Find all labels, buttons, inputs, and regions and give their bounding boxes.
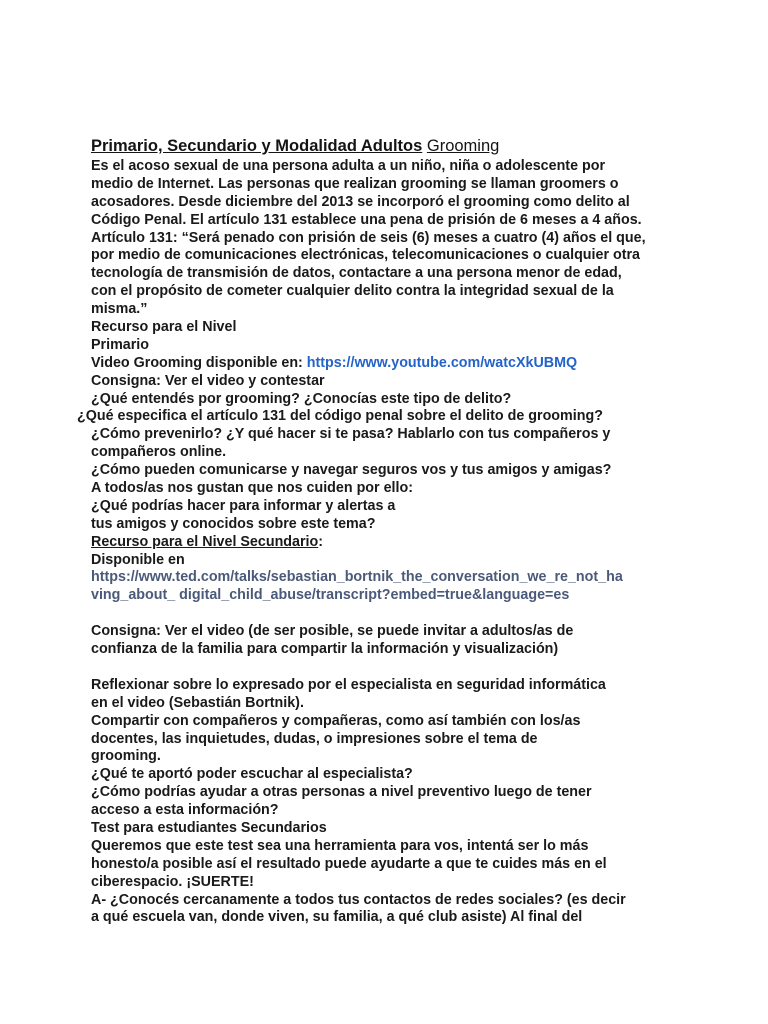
text-line: por medio de comunicaciones electrónicas, telecomunicaciones o cualquier otra xyxy=(91,247,641,264)
text-line: A todos/as nos gustan que nos cuiden por ello: xyxy=(91,480,413,497)
text-line: A- ¿Conocés cercanamente a todos tus contactos de redes sociales? (es decir xyxy=(91,891,626,908)
text-line: acceso a esta información? xyxy=(91,802,279,819)
text-line: grooming. xyxy=(91,748,161,765)
blank-line xyxy=(91,605,691,623)
primario-title-line-2: Primario xyxy=(91,336,150,353)
heading-levels: Primario, Secundario y Modalidad Adultos xyxy=(91,137,423,155)
secundario-title-line xyxy=(91,534,691,552)
text-line: ¿Cómo podrías ayudar a otras personas a nivel preventivo luego de tener xyxy=(91,784,592,801)
text-line: a qué escuela van, donde viven, su familia, a qué club asiste) Al final del xyxy=(91,909,583,926)
text-line: Código Penal. El artículo 131 establece una pena de prisión de 6 meses a 4 años. xyxy=(91,211,642,228)
disponible-label: Disponible en xyxy=(91,551,185,568)
text-line: con el propósito de cometer cualquier delito contra la integridad sexual de la xyxy=(91,283,614,300)
blank-line xyxy=(91,659,691,677)
text-line: confianza de la familia para compartir la información y visualización) xyxy=(91,641,559,658)
text-line: Compartir con compañeros y compañeras, como así también con los/as xyxy=(91,712,581,729)
text-line: ciberespacio. ¡SUERTE! xyxy=(91,873,254,890)
document-body xyxy=(77,158,691,927)
text-line: Consigna: Ver el video (de ser posible, se puede invitar a adultos/as de xyxy=(91,623,574,640)
heading-topic: Grooming xyxy=(426,137,500,155)
video-line xyxy=(91,355,691,373)
text-line: ¿Qué podrías hacer para informar y alertas a xyxy=(91,497,396,514)
text-line: medio de Internet. Las personas que realizan grooming se llaman groomers o xyxy=(91,175,619,192)
text-line: ¿Qué te aportó poder escuchar al especialista? xyxy=(91,766,413,783)
text-line: Queremos que este test sea una herramienta para vos, intentá ser lo más xyxy=(91,837,589,854)
text-line: compañeros online. xyxy=(91,444,227,461)
text-line: tecnología de transmisión de datos, contactare a una persona menor de edad, xyxy=(91,265,622,282)
text-line: tus amigos y conocidos sobre este tema? xyxy=(91,515,376,532)
ted-link-line-1[interactable]: https://www.ted.com/talks/sebastian_bortnik_the_conversation_we_re_not_ha xyxy=(91,569,623,586)
secundario-title: Recurso para el Nivel Secundario xyxy=(91,533,319,550)
text-line: ¿Cómo prevenirlo? ¿Y qué hacer si te pasa? Hablarlo con tus compañeros y xyxy=(91,426,611,443)
text-line: acosadores. Desde diciembre del 2013 se incorporó el grooming como delito al xyxy=(91,193,630,210)
text-line: ¿Qué especifica el artículo 131 del código penal sobre el delito de grooming? xyxy=(77,408,603,425)
text-line: en el video (Sebastián Bortnik). xyxy=(91,694,304,711)
youtube-link[interactable]: https://www.youtube.com/watcXkUBMQ xyxy=(306,354,578,371)
ted-link-line-2[interactable]: ving_about_ digital_child_abuse/transcript?embed=true&language=es xyxy=(91,587,570,604)
text-line: honesto/a posible así el resultado puede ayudarte a que te cuides más en el xyxy=(91,855,607,872)
text-line: ¿Cómo pueden comunicarse y navegar seguros vos y tus amigos y amigas? xyxy=(91,462,612,479)
text-line: ¿Qué entendés por grooming? ¿Conocías este tipo de delito? xyxy=(91,390,512,407)
text-line: Es el acoso sexual de una persona adulta a un niño, niña o adolescente por xyxy=(91,158,606,174)
primario-title-line-1: Recurso para el Nivel xyxy=(91,319,237,336)
text-line: docentes, las inquietudes, dudas, o impresiones sobre el tema de xyxy=(91,730,538,747)
text-line: Artículo 131: “Será penado con prisión de seis (6) meses a cuatro (4) años el que, xyxy=(91,229,646,246)
text-line: Consigna: Ver el video y contestar xyxy=(91,372,325,389)
video-label: Video Grooming disponible en: xyxy=(91,354,307,371)
text-line: misma.” xyxy=(91,301,148,318)
text-line: Reflexionar sobre lo expresado por el especialista en seguridad informática xyxy=(91,676,606,693)
document-heading xyxy=(91,136,499,156)
test-title: Test para estudiantes Secundarios xyxy=(91,819,327,836)
secundario-colon: : xyxy=(318,533,324,550)
